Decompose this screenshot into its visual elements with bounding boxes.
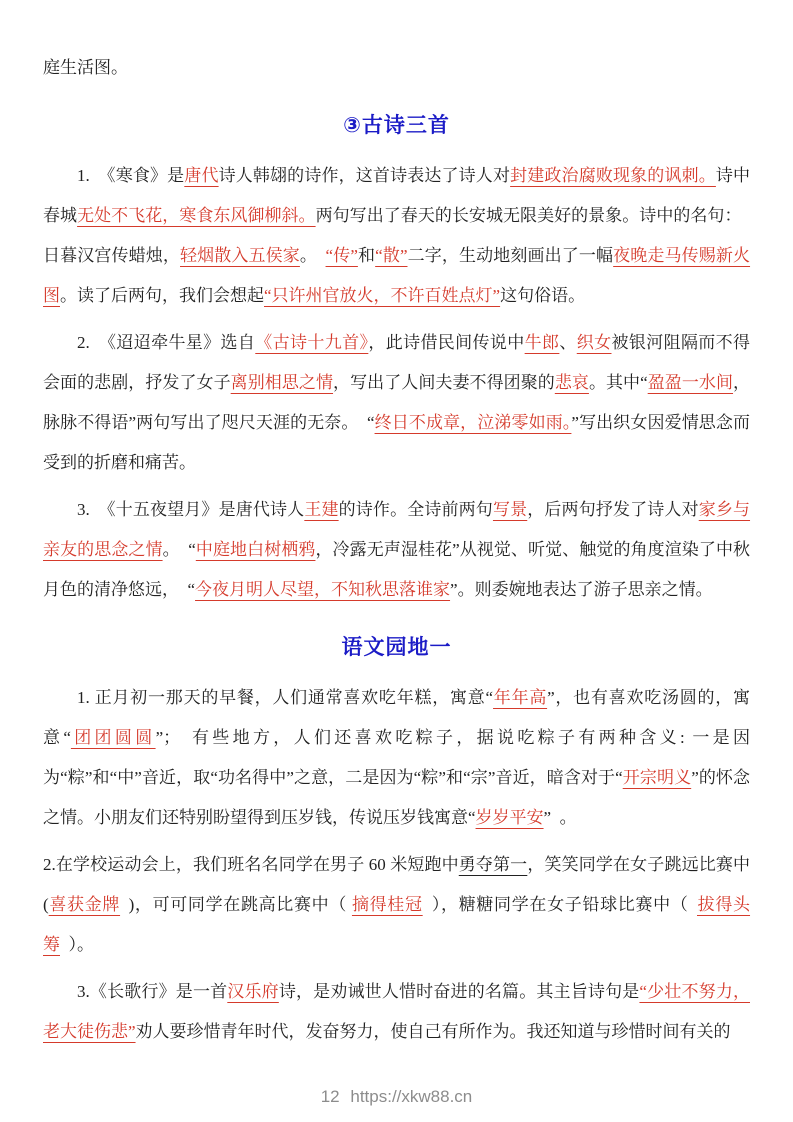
highlighted-answer-run: 牛郎 (524, 333, 560, 352)
text-run: 和 (357, 246, 376, 265)
highlighted-answer-run: 年年高 (493, 688, 548, 707)
highlighted-answer-run: 今夜月明人尽望，不知秋思落谁家 (195, 580, 451, 599)
section-title-gushisanshou: ③古诗三首 (343, 114, 450, 137)
paragraph (43, 845, 750, 965)
page-number: 12 (320, 1087, 340, 1106)
text-run: 被银河阻隔而不得会面的悲剧，抒发了女子 (43, 333, 751, 392)
text-run: ”； 有些地方，人们还喜欢吃粽子，据说吃粽子有两种含义: 一是因为“粽”和“中”音近，取“功名得中”之意，二是因为“粽”和“宗”音近，暗含对于“ (43, 728, 751, 787)
highlighted-answer-run: “只许州官放火，不许百姓点灯” (264, 286, 501, 305)
highlighted-answer-run: 摘得桂冠 (351, 895, 423, 914)
text-run: ，冷露无声湿桂花”从视觉、听觉、触觉的角度渲染了中秋月色的清净悠远， “ (43, 540, 751, 599)
text-run: 。 (299, 246, 326, 265)
paragraph (43, 156, 750, 316)
highlighted-answer-run: 开宗明义 (622, 768, 692, 787)
text-run: ），糖糖同学在女子铅球比赛中（ (422, 895, 697, 914)
highlighted-answer-run: “传” (325, 246, 358, 265)
text-run: 两句写出了春天的长安城无限美好的景象。诗中的名句： 日暮汉宫传蜡烛， (43, 206, 751, 265)
section-yuwenyuandi-body (43, 678, 750, 1052)
highlighted-answer-run: 无处不飞花，寒食东风御柳斜。 (77, 206, 316, 225)
text-run: 。读了后两句，我们会想起 (60, 286, 264, 305)
text-run: 。其中“ (588, 373, 648, 392)
footer-url: https://xkw88.cn (350, 1087, 473, 1106)
text-run: ，写出了人间夫妻不得团聚的 (333, 373, 555, 392)
text-run: 1. 正月初一那天的早餐，人们通常喜欢吃年糕，寓意“ (77, 688, 494, 707)
text-run: ）。 (60, 935, 94, 954)
highlighted-answer-run: 轻烟散入五侯家 (180, 246, 300, 265)
highlighted-answer-run: 悲哀 (554, 373, 589, 392)
highlighted-answer-run: 团团圆圆 (70, 728, 156, 747)
text-run: )，可可同学在跳高比赛中（ (120, 895, 352, 914)
text-run: ，后两句抒发了诗人对 (527, 500, 699, 519)
text-run: 2.在学校运动会上，我们班名名同学在男子 60 米短跑中 (43, 855, 459, 874)
text-run: 二字，生动地刻画出了一幅 (407, 246, 614, 265)
paragraph (43, 678, 750, 838)
highlighted-answer-run: “散” (375, 246, 408, 265)
text-run: 、 (559, 333, 577, 352)
highlighted-answer-run: 盈盈一水间 (647, 373, 734, 392)
highlighted-answer-run: 王建 (304, 500, 339, 519)
highlighted-answer-run: 写景 (492, 500, 528, 519)
highlighted-answer-run: 岁岁平安 (475, 808, 544, 827)
text-run: ，笑笑同学在女子跳远比赛中( (43, 855, 751, 914)
paragraph (43, 972, 750, 1052)
text-run: ，脉脉不得语”两句写出了咫尺天涯的无奈。 “ (43, 373, 751, 432)
highlighted-answer-run: 离别相思之情 (230, 373, 334, 392)
text-run: ”，也有喜欢吃汤圆的，寓意“ (43, 688, 751, 747)
text-run: 3.《长歌行》是一首 (77, 982, 228, 1001)
highlighted-answer-run: 中庭地白树栖鸦 (195, 540, 316, 559)
highlighted-answer-run: 终日不成章，泣涕零如雨。 (374, 413, 572, 432)
paragraph (43, 323, 750, 483)
text-run: 1. 《寒食》是 (77, 166, 185, 185)
text-run: 2. 《迢迢牵牛星》选自 (77, 333, 256, 352)
intro-text: 庭生活图。 (43, 58, 128, 77)
page-footer (0, 1086, 793, 1108)
text-run: 诗，是劝诫世人惜时奋进的名篇。其主旨诗句是 (278, 982, 640, 1001)
paragraph (43, 490, 750, 610)
text-run: 诗中春城 (43, 166, 751, 225)
highlighted-answer-run: 喜获金牌 (48, 895, 121, 914)
text-run: ，此诗借民间传说中 (368, 333, 525, 352)
text-run: 这句俗语。 (500, 286, 586, 305)
text-run: ”写出织女因爱情思念而受到的折磨和痛苦。 (43, 413, 751, 472)
highlighted-answer-run: 拔得头筹 (43, 895, 751, 954)
text-run: 3. 《十五夜望月》是唐代诗人 (77, 500, 305, 519)
text-run: ” 。 (543, 808, 577, 827)
highlighted-answer-run: 《古诗十九首》 (255, 333, 369, 352)
highlighted-answer-run: 封建政治腐败现象的讽刺。 (510, 166, 716, 185)
highlighted-answer-run: 勇夺第一 (458, 855, 528, 874)
highlighted-answer-run: 唐代 (184, 166, 219, 185)
highlighted-answer-run: 家乡与亲友的思念之情 (43, 500, 751, 559)
highlighted-answer-run: “少壮不努力，老大徒伤悲” (43, 982, 750, 1041)
section-gushisanshou-body (43, 156, 750, 610)
highlighted-answer-run: 汉乐府 (227, 982, 279, 1001)
text-run: 的诗作。全诗前两句 (338, 500, 493, 519)
section-title-yuwenyuandi: 语文园地一 (341, 636, 452, 659)
text-run: ”。则委婉地表达了游子思亲之情。 (450, 580, 713, 599)
highlighted-answer-run: 夜晚走马传赐新火图 (43, 246, 751, 305)
text-run: 。 “ (162, 540, 196, 559)
highlighted-answer-run: 织女 (576, 333, 612, 352)
text-run: 诗人韩翃的诗作，这首诗表达了诗人对 (218, 166, 511, 185)
text-run: ”的怀念之情。小朋友们还特别盼望得到压岁钱，传说压岁钱寓意“ (43, 768, 751, 827)
text-run: 劝人要珍惜青年时代，发奋努力，使自己有所作为。我还知道与珍惜时间有关的 (135, 1022, 731, 1041)
